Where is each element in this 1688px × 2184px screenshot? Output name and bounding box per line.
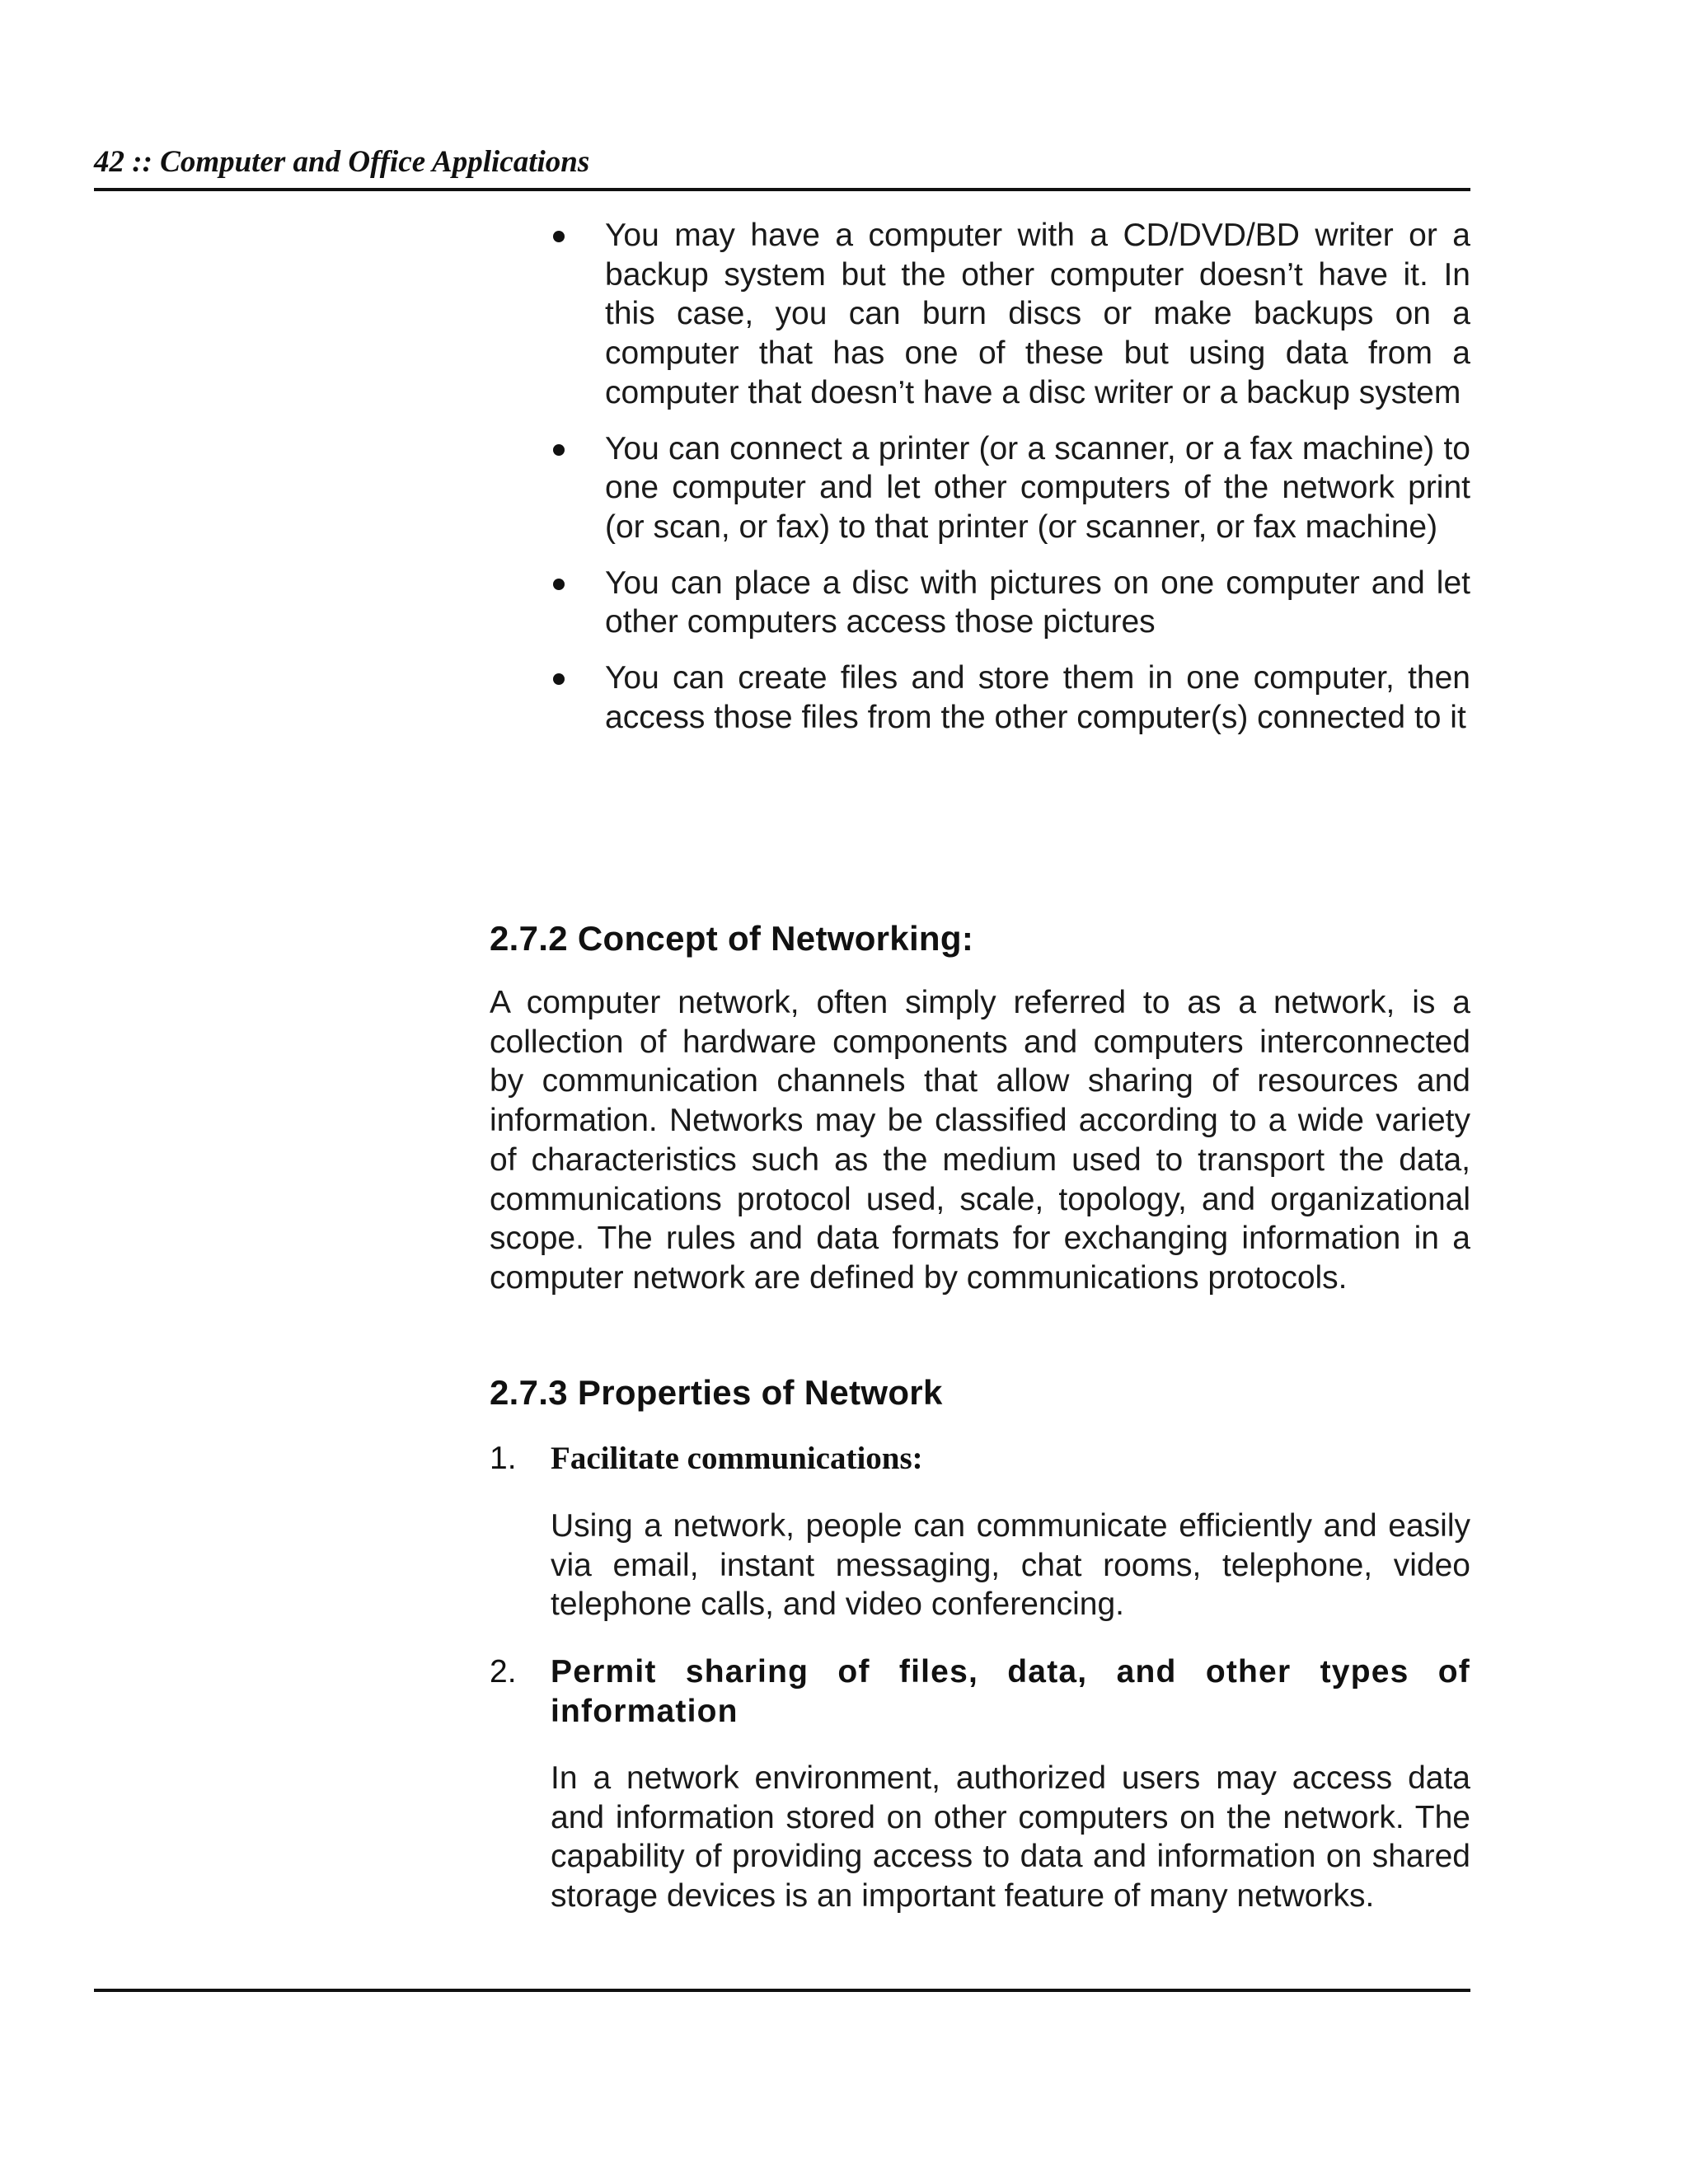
property-body: Using a network, people can communicate efficiently and easily via email, instant messaging, chat rooms, telephone, video telephone calls, and video conferencing. [551,1508,1470,1623]
property-title: Permit sharing of files, data, and other types of information [551,1654,1470,1729]
concept-paragraph: A computer network, often simply referred to as a network, is a collection of hardware components and computers interconnected by communication channels that allow sharing of resources and information. Networks may be classified according to a wide variety of characteristics such as the medium used to transport the data, communications protocol used, scale, topology, and organizational scope. The rules and data formats for exchanging information in a computer network are defined by communications protocols. [490,985,1470,1296]
property-number: 2. [490,1654,517,1690]
property-body: In a network environment, authorized users may access data and information stored on other computers on the network. The capability of providing access to data and information on shared storage devices is an important feature of many networks. [551,1760,1470,1915]
footer-rule [94,1989,1470,1992]
running-header: 42 :: Computer and Office Applications [94,145,590,179]
bullet-text: You can connect a printer (or a scanner, or a fax machine) to one computer and let other computers of the network print (or scan, or fax) to that printer (or scanner, or fax machine) [605,430,1470,545]
section-heading-properties: 2.7.3 Properties of Network [490,1373,943,1412]
property-title: Facilitate communications: [551,1441,923,1476]
bullet-item [551,564,1470,642]
bullet-item [551,429,1470,547]
bullet-text: You can place a disc with pictures on one computer and let other computers access those pictures [605,565,1470,640]
bullet-dot-icon [553,673,565,685]
bullet-dot-icon [553,231,565,242]
header-rule [94,188,1470,191]
bullet-item [551,216,1470,413]
bullet-item [551,658,1470,737]
bullet-dot-icon [553,579,565,590]
bullet-list [551,216,1470,753]
bullet-text: You may have a computer with a CD/DVD/BD writer or a backup system but the other computer doesn’t have it. In this case, you can burn discs or make backups on a computer that has one of these but using data from a computer that doesn’t have a disc writer or a backup system [605,218,1470,410]
bullet-dot-icon [553,444,565,456]
property-number: 1. [490,1441,517,1476]
bullet-text: You can create files and store them in one computer, then access those files from the other computer(s) connected to it [605,660,1470,735]
section-heading-concept: 2.7.2 Concept of Networking: [490,919,974,958]
